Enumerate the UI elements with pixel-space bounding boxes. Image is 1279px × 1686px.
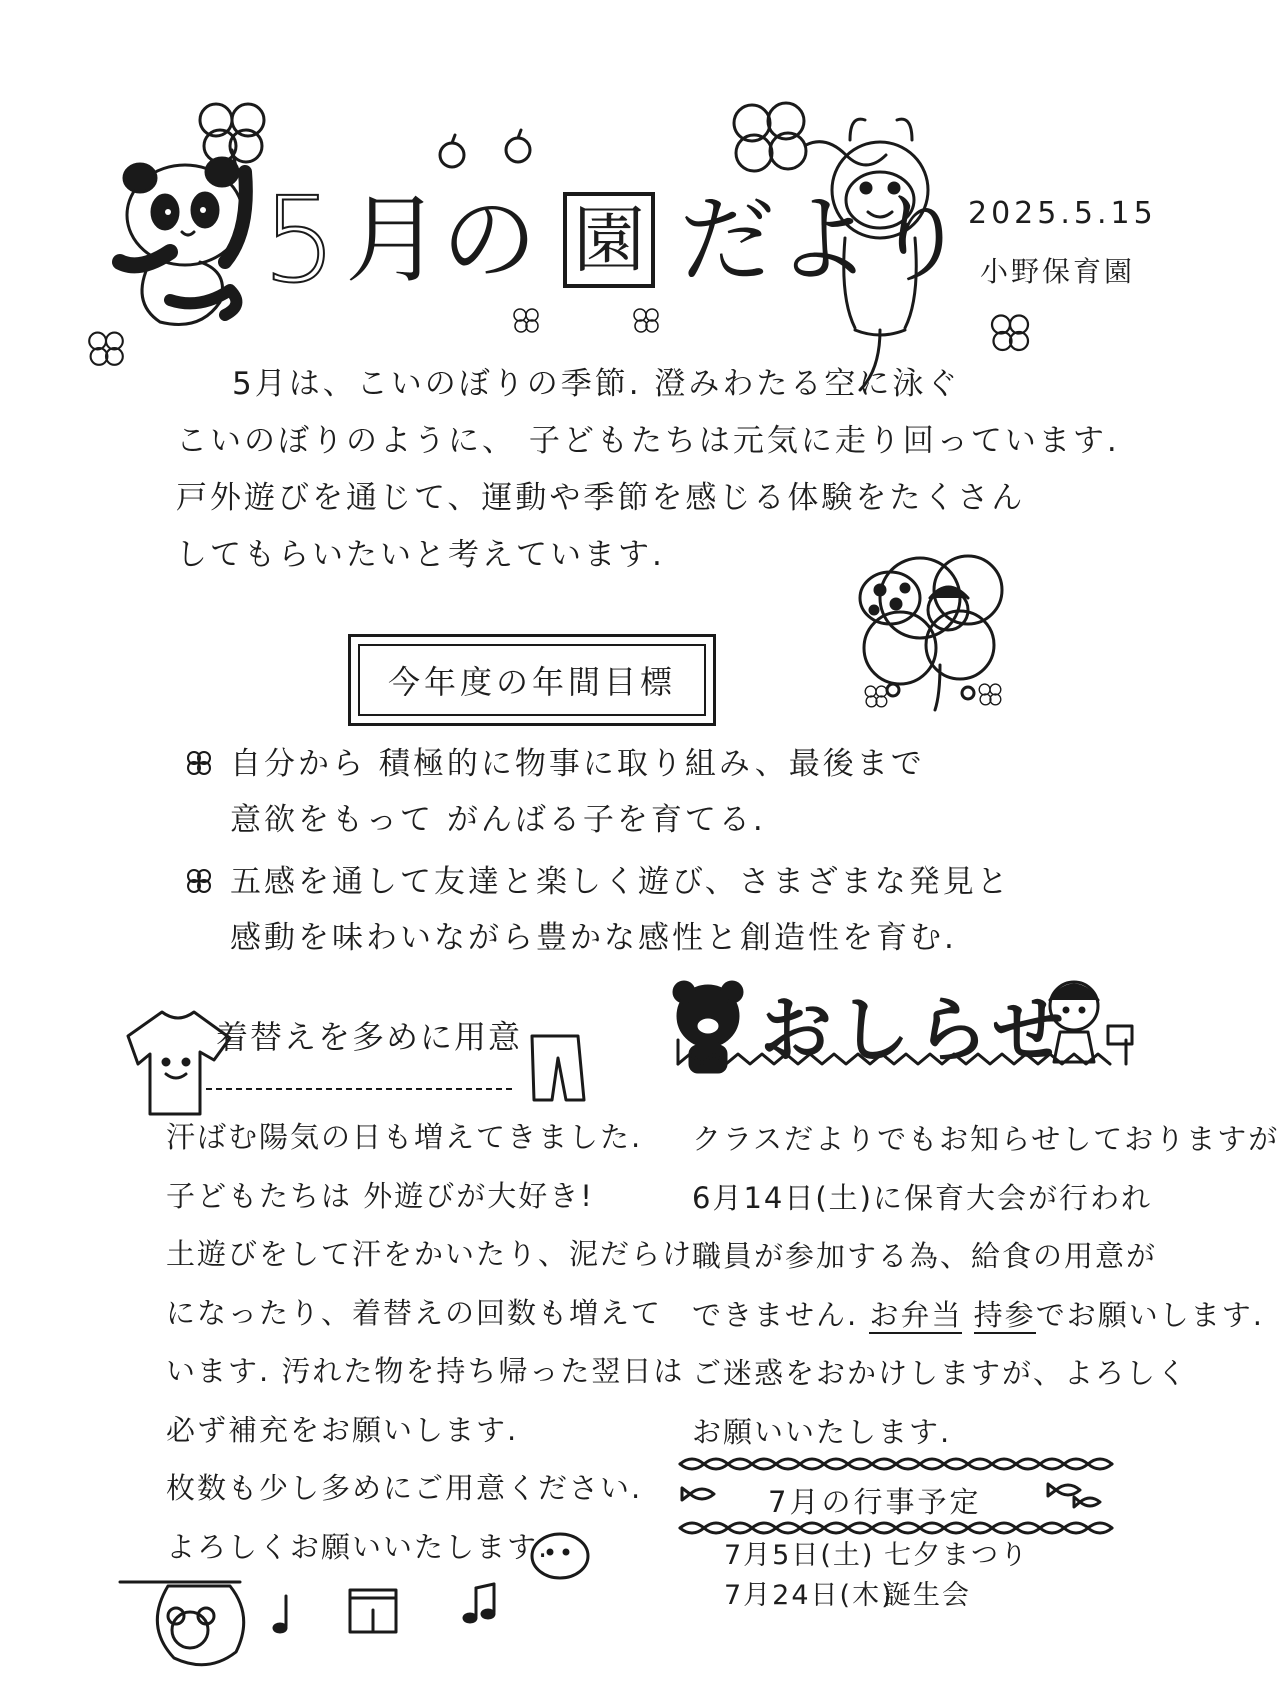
event-row — [724, 1536, 1029, 1576]
notice-text: できません. — [692, 1297, 870, 1332]
panda-illustration — [120, 150, 246, 325]
notice-line: 職員が参加する為、給食の用意が — [692, 1239, 1158, 1273]
clothes-heading: 着替えを多めに用意 — [216, 1018, 523, 1056]
bento-underlined: お弁当 — [869, 1297, 963, 1332]
notice-line: ご迷惑をおかけしますが、よろしく — [692, 1356, 1189, 1390]
clothes-line: 土遊びをして汗をかいたり、泥だらけ — [166, 1237, 694, 1271]
clover-icon — [734, 103, 886, 171]
title-boxed-char: 園 — [563, 192, 655, 288]
organization-name: 小野保育園 — [980, 255, 1136, 288]
clothes-line: います. 汚れた物を持ち帰った翌日は — [166, 1354, 685, 1388]
goal-line: 意欲をもって がんばる子を育てる. — [230, 802, 766, 838]
clothes-line: になったり、着替えの回数も増えて — [166, 1295, 663, 1330]
goal-item — [186, 736, 986, 848]
intro-line: こいのぼりのように、 子どもたちは元気に走り回っています. — [176, 423, 1120, 459]
intro-line: 5月は、こいのぼりの季節. 澄みわたる空に泳ぐ — [232, 366, 961, 402]
clover-icon — [992, 316, 1028, 351]
event-row — [724, 1576, 1029, 1616]
clothes-line: 子どもたちは 外遊びが大好き! — [166, 1178, 594, 1213]
notice-line: お願いいたします. — [692, 1414, 952, 1449]
notice-heading: おしらせ — [760, 988, 1070, 1072]
bring-underlined: 持参 — [973, 1297, 1036, 1332]
notice-line: 6月14日(土)に保育大会が行われ — [692, 1180, 1152, 1215]
goals-list — [186, 736, 1011, 972]
clothes-line: 必ず補充をお願いします. — [166, 1412, 519, 1447]
clover-icon — [634, 309, 658, 332]
event-date: 7月5日(土) — [724, 1540, 875, 1571]
title-month: 月の — [345, 184, 538, 296]
drawstring-bag-icon — [120, 1582, 244, 1665]
intro-line: してもらいたいと考えています. — [176, 537, 665, 573]
notice-text — [962, 1298, 973, 1332]
goal-line: 五感を通して友達と楽しく遊び、さまざまな発見と — [230, 864, 1011, 900]
goal-line: 感動を味わいながら豊かな感性と創造性を育む. — [230, 920, 957, 956]
title-rest: だより — [679, 184, 968, 296]
apple-icon — [440, 130, 530, 167]
shorts-icon — [350, 1590, 396, 1632]
title-number: 5 — [262, 171, 340, 309]
clover-icon — [89, 333, 123, 365]
goal-item — [186, 854, 1011, 966]
newsletter-title — [262, 170, 967, 310]
july-event-list — [724, 1536, 1029, 1616]
tshirt-icon — [128, 1012, 230, 1114]
goals-title: 今年度の年間目標 — [358, 644, 706, 716]
intro-line: 戸外遊びを通じて、運動や季節を感じる体験をたくさん — [176, 480, 1026, 516]
clover-icon — [200, 104, 264, 162]
goals-title-box — [348, 634, 716, 726]
notice-line — [692, 1286, 1279, 1345]
notice-line: クラスだよりでもお知らせしておりますが — [692, 1122, 1279, 1156]
clothes-line: 枚数も少し多めにご用意ください. — [166, 1471, 643, 1505]
issue-date: 2025.5.15 — [968, 196, 1157, 231]
clover-icon — [865, 686, 887, 707]
clover-icon — [514, 309, 538, 332]
july-schedule-title: 7月の行事予定 — [768, 1485, 982, 1519]
event-name: 誕生会 — [884, 1580, 971, 1611]
notice-paragraph — [692, 1110, 1279, 1461]
clothes-line: 汗ばむ陽気の日も増えてきました. — [166, 1120, 643, 1154]
pants-icon — [532, 1036, 584, 1100]
event-name: 七夕まつり — [884, 1540, 1029, 1571]
clover-icon — [979, 684, 1001, 705]
event-date: 7月24日(木) — [724, 1580, 894, 1611]
heading-underline — [206, 1088, 512, 1090]
clothes-paragraph — [166, 1108, 693, 1576]
clover-bullet-icon — [186, 750, 212, 776]
intro-paragraph — [176, 356, 1120, 584]
notice-text: でお願いします. — [1035, 1297, 1264, 1332]
goal-line: 自分から 積極的に物事に取り組み、最後まで — [230, 746, 925, 782]
clover-bullet-icon — [186, 868, 212, 894]
clothes-line: よろしくお願いいたします. — [166, 1529, 550, 1564]
